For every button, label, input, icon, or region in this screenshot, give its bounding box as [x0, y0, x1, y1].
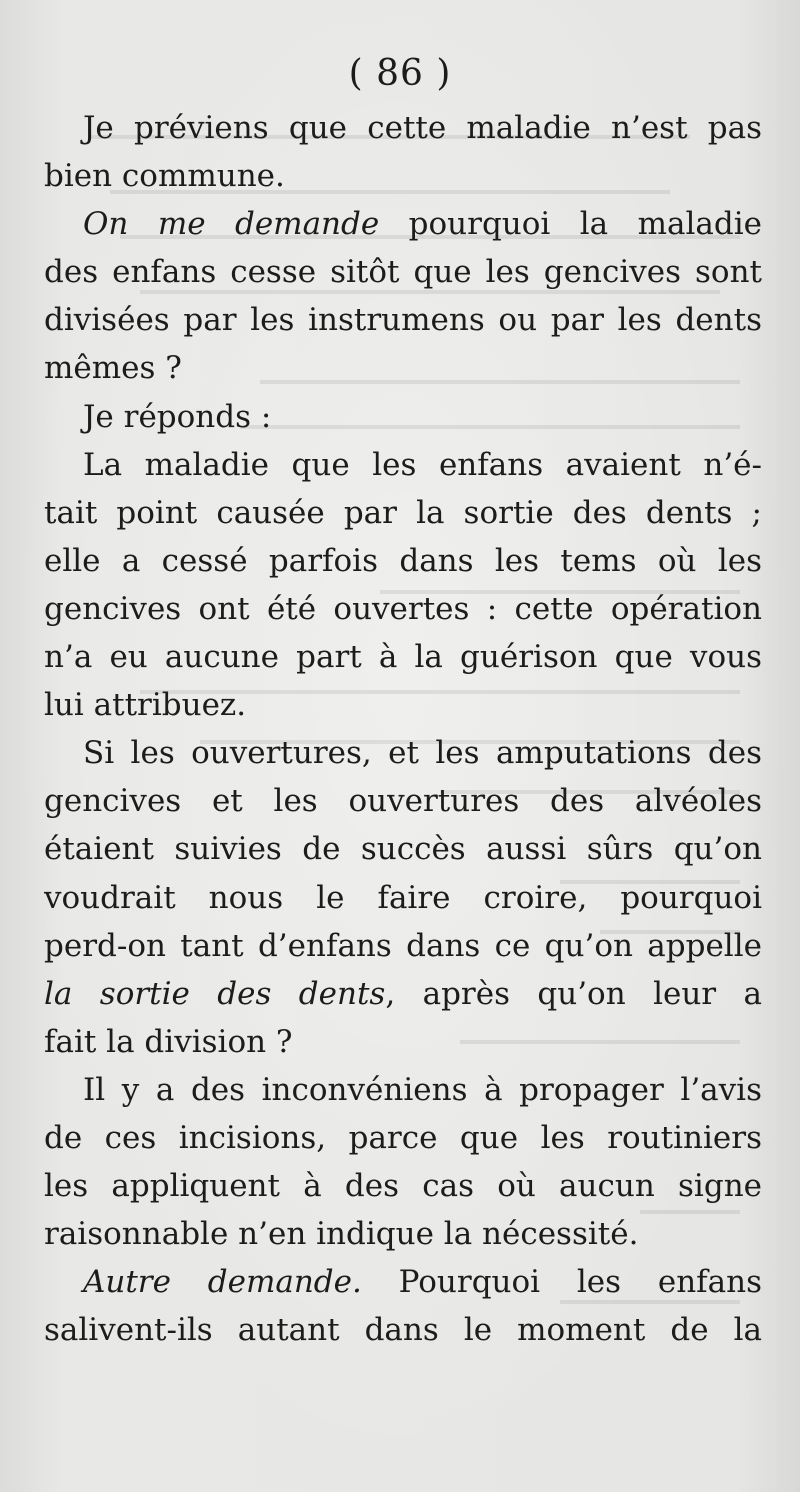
text-line: la sortie des dents, après qu’on leur a: [44, 975, 762, 1012]
italic-phrase: Autre demande.: [83, 1264, 362, 1301]
text-line: de ces incisions, parce que les routiniers: [44, 1119, 762, 1156]
text-line: fait la division ?: [44, 1023, 293, 1060]
text-line: bien commune.: [44, 158, 285, 195]
text-line: raisonnable n’en indique la nécessité.: [44, 1216, 639, 1253]
text-line: gencives ont été ouvertes : cette opération: [44, 590, 762, 627]
text-line: n’a eu aucune part à la guérison que vous: [44, 639, 762, 676]
text-line: tait point causée par la sortie des dents ;: [44, 494, 762, 531]
text-line: divisées par les instrumens ou par les dents: [44, 302, 762, 339]
text-line: La maladie que les enfans avaient n’é-: [83, 446, 762, 483]
text-line: perd-on tant d’enfans dans ce qu’on appelle: [44, 927, 762, 964]
text-line: elle a cessé parfois dans les tems où les: [44, 542, 762, 579]
text-line: Il y a des inconvéniens à propager l’avis: [83, 1071, 762, 1108]
text-line: voudrait nous le faire croire, pourquoi: [44, 879, 762, 916]
text-line: des enfans cesse sitôt que les gencives sont: [44, 254, 762, 291]
text-line: étaient suivies de succès aussi sûrs qu’on: [44, 831, 762, 868]
text-line: Autre demande. Pourquoi les enfans: [83, 1264, 762, 1301]
text-line: lui attribuez.: [44, 687, 247, 724]
text-line: les appliquent à des cas où aucun signe: [44, 1168, 762, 1205]
text-line: mêmes ?: [44, 350, 182, 387]
text-line: Je préviens que cette maladie n’est pas: [83, 110, 762, 146]
text-line: salivent-ils autant dans le moment de la: [44, 1312, 762, 1349]
page-number: ( 86 ): [348, 53, 452, 94]
text-line: On me demande pourquoi la maladie: [83, 206, 762, 243]
italic-phrase: On me demande: [83, 206, 380, 243]
text-line: gencives et les ouvertures des alvéoles: [44, 783, 762, 820]
text-line: Si les ouvertures, et les amputations des: [83, 735, 762, 772]
text-block: [44, 104, 762, 1354]
italic-phrase: la sortie des dents: [44, 975, 386, 1012]
text-line: Je réponds :: [83, 398, 272, 435]
